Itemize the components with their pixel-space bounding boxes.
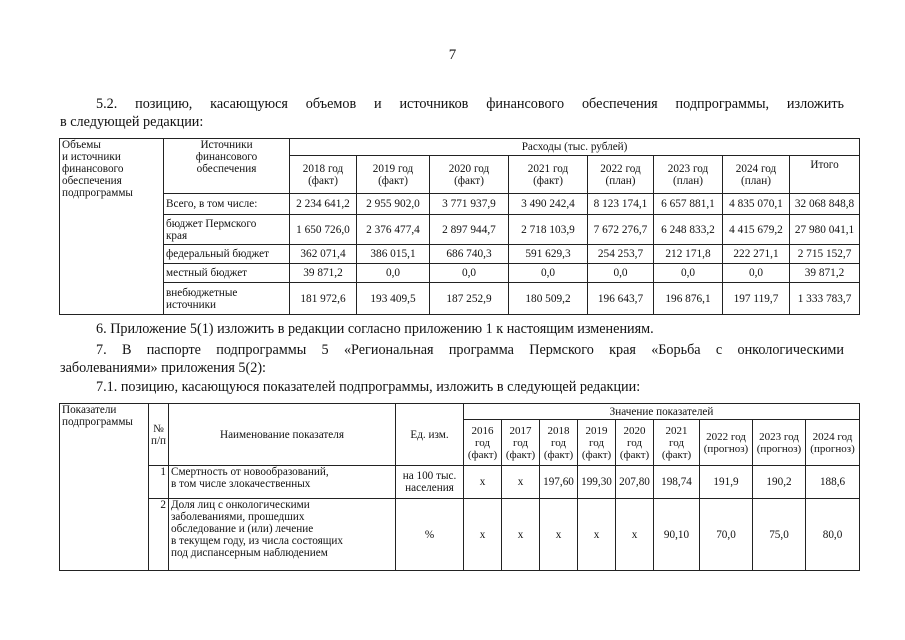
amount-cell: 2 718 103,9 — [509, 215, 588, 245]
value-cell: x — [540, 499, 578, 571]
amount-cell: 2 715 152,7 — [790, 245, 860, 264]
amount-cell: 591 629,3 — [509, 245, 588, 264]
expenses-header: Расходы (тыс. рублей) — [290, 139, 860, 156]
amount-cell: 6 657 881,1 — [654, 194, 723, 215]
amount-cell: 193 409,5 — [357, 283, 430, 315]
table-row — [60, 466, 860, 499]
source-label: бюджет Пермского края — [164, 215, 290, 245]
year-header: 2016 год (факт) — [464, 420, 502, 466]
table-row — [60, 194, 860, 215]
amount-cell: 7 672 276,7 — [588, 215, 654, 245]
amount-cell: 187 252,9 — [430, 283, 509, 315]
amount-cell: 362 071,4 — [290, 245, 357, 264]
amount-cell: 1 650 726,0 — [290, 215, 357, 245]
value-cell: 198,74 — [654, 466, 700, 499]
amount-cell: 0,0 — [654, 264, 723, 283]
amount-cell: 212 171,8 — [654, 245, 723, 264]
value-cell: 190,2 — [753, 466, 806, 499]
table-row — [60, 499, 860, 571]
value-cell: x — [578, 499, 616, 571]
paragraph-5-2-line2: в следующей редакции: — [60, 114, 204, 130]
source-label: местный бюджет — [164, 264, 290, 283]
amount-cell: 0,0 — [357, 264, 430, 283]
amount-cell: 2 955 902,0 — [357, 194, 430, 215]
source-label: внебюджетные источники — [164, 283, 290, 315]
paragraph-7-line2: заболеваниями» приложения 5(2): — [60, 360, 266, 376]
amount-cell: 2 376 477,4 — [357, 215, 430, 245]
amount-cell: 27 980 041,1 — [790, 215, 860, 245]
amount-cell: 222 271,1 — [723, 245, 790, 264]
page-number: 7 — [448, 47, 457, 63]
value-cell: 191,9 — [700, 466, 753, 499]
year-header: 2023 год (план) — [654, 156, 723, 194]
year-header: 2024 год (прогноз) — [806, 420, 860, 466]
table-row — [60, 245, 860, 264]
amount-cell: 196 876,1 — [654, 283, 723, 315]
year-header: 2018 год (факт) — [290, 156, 357, 194]
row-number: 1 — [149, 466, 169, 499]
financing-table — [59, 138, 860, 315]
amount-cell: 254 253,7 — [588, 245, 654, 264]
amount-cell: 386 015,1 — [357, 245, 430, 264]
paragraph-5-2-line1: 5.2. позицию, касающуюся объемов и источников финансового обеспечения подпрограммы, изложить — [96, 96, 844, 112]
paragraph-7-1: 7.1. позицию, касающуюся показателей подпрограммы, изложить в следующей редакции: — [96, 379, 641, 395]
year-header: 2023 год (прогноз) — [753, 420, 806, 466]
value-cell: 75,0 — [753, 499, 806, 571]
number-header: № п/п — [149, 404, 169, 466]
value-cell: 199,30 — [578, 466, 616, 499]
table-row — [60, 283, 860, 315]
indicator-name: Доля лиц с онкологическими заболеваниями, прошедших обследование и (или) лечение в текущем году, из числа состоящих под диспансерным наблюдением — [169, 499, 396, 571]
unit-cell: % — [396, 499, 464, 571]
indicator-name: Смертность от новообразований, в том числе злокачественных — [169, 466, 396, 499]
value-cell: x — [464, 499, 502, 571]
year-header: 2024 год (план) — [723, 156, 790, 194]
table-row — [60, 264, 860, 283]
value-cell: x — [464, 466, 502, 499]
year-header: 2017 год (факт) — [502, 420, 540, 466]
amount-cell: 686 740,3 — [430, 245, 509, 264]
year-header: 2020 год (факт) — [616, 420, 654, 466]
year-header: 2018 год (факт) — [540, 420, 578, 466]
amount-cell: 0,0 — [723, 264, 790, 283]
year-header: 2022 год (прогноз) — [700, 420, 753, 466]
value-cell: 197,60 — [540, 466, 578, 499]
amount-cell: 3 490 242,4 — [509, 194, 588, 215]
paragraph-7-line1: 7. В паспорте подпрограммы 5 «Региональная программа Пермского края «Борьба с онкологическими — [96, 342, 844, 358]
amount-cell: 2 234 641,2 — [290, 194, 357, 215]
value-cell: x — [502, 499, 540, 571]
amount-cell: 4 415 679,2 — [723, 215, 790, 245]
indicators-column-label: Показатели подпрограммы — [60, 404, 149, 571]
table-row — [60, 215, 860, 245]
unit-header: Ед. изм. — [396, 404, 464, 466]
row-number: 2 — [149, 499, 169, 571]
value-cell: 70,0 — [700, 499, 753, 571]
amount-cell: 39 871,2 — [790, 264, 860, 283]
amount-cell: 6 248 833,2 — [654, 215, 723, 245]
year-header: 2021 год (факт) — [654, 420, 700, 466]
value-cell: x — [616, 499, 654, 571]
amount-cell: 181 972,6 — [290, 283, 357, 315]
amount-cell: 8 123 174,1 — [588, 194, 654, 215]
amount-cell: 0,0 — [588, 264, 654, 283]
value-cell: 80,0 — [806, 499, 860, 571]
amount-cell: 2 897 944,7 — [430, 215, 509, 245]
total-header: Итого — [790, 156, 860, 194]
sources-header: Источники финансового обеспечения — [164, 139, 290, 194]
amount-cell: 180 509,2 — [509, 283, 588, 315]
source-label: Всего, в том числе: — [164, 194, 290, 215]
amount-cell: 0,0 — [430, 264, 509, 283]
source-label: федеральный бюджет — [164, 245, 290, 264]
value-cell: 188,6 — [806, 466, 860, 499]
amount-cell: 3 771 937,9 — [430, 194, 509, 215]
indicators-table — [59, 403, 860, 571]
value-cell: 90,10 — [654, 499, 700, 571]
amount-cell: 1 333 783,7 — [790, 283, 860, 315]
amount-cell: 196 643,7 — [588, 283, 654, 315]
amount-cell: 32 068 848,8 — [790, 194, 860, 215]
financing-column-label: Объемы и источники финансового обеспечения подпрограммы — [60, 139, 164, 315]
year-header: 2020 год (факт) — [430, 156, 509, 194]
indicator-name-header: Наименование показателя — [169, 404, 396, 466]
unit-cell: на 100 тыс. населения — [396, 466, 464, 499]
amount-cell: 0,0 — [509, 264, 588, 283]
amount-cell: 4 835 070,1 — [723, 194, 790, 215]
values-header: Значение показателей — [464, 404, 860, 420]
year-header: 2022 год (план) — [588, 156, 654, 194]
amount-cell: 197 119,7 — [723, 283, 790, 315]
paragraph-6: 6. Приложение 5(1) изложить в редакции согласно приложению 1 к настоящим изменениям. — [96, 321, 654, 337]
value-cell: x — [502, 466, 540, 499]
year-header: 2019 год (факт) — [578, 420, 616, 466]
year-header: 2019 год (факт) — [357, 156, 430, 194]
value-cell: 207,80 — [616, 466, 654, 499]
year-header: 2021 год (факт) — [509, 156, 588, 194]
amount-cell: 39 871,2 — [290, 264, 357, 283]
